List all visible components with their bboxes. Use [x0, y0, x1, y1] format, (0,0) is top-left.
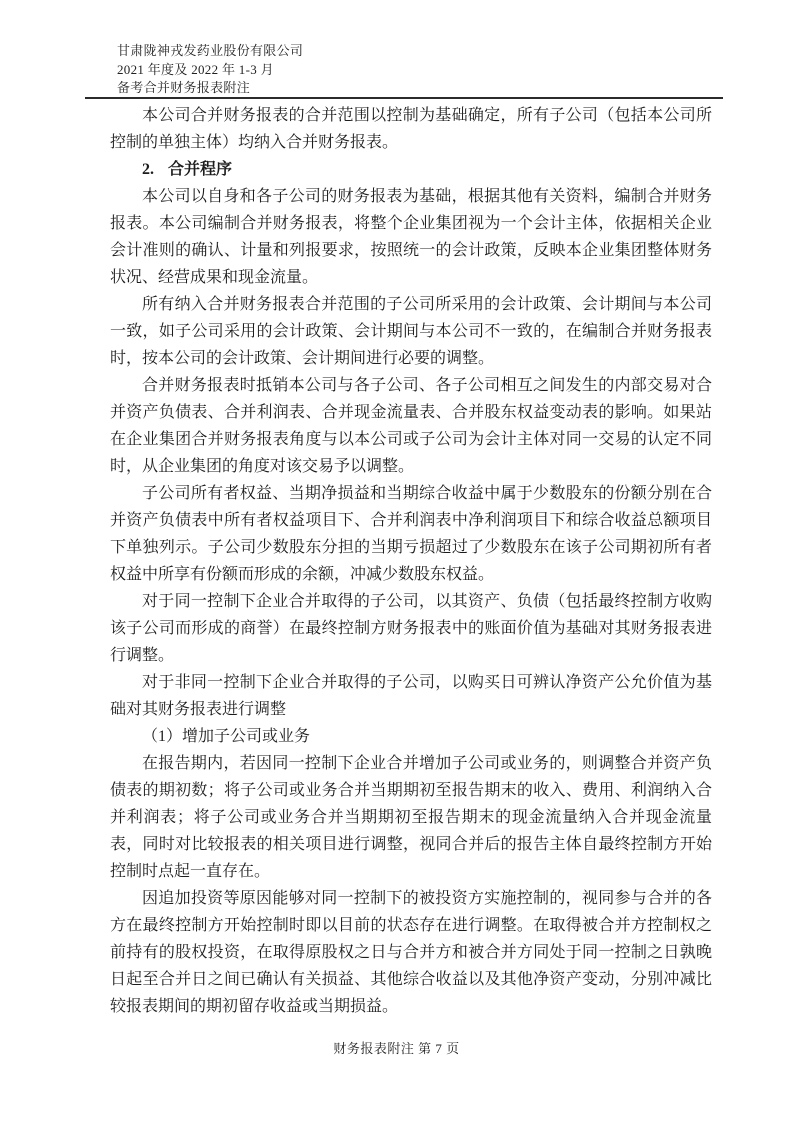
document-title: 备考合并财务报表附注: [117, 80, 251, 95]
section-number: 2.: [142, 161, 154, 178]
section-heading: [110, 156, 712, 183]
paragraph: 所有纳入合并财务报表合并范围的子公司所采用的会计政策、会计期间与本公司一致，如子公司采用的会计政策、会计期间与本公司不一致的，在编制合并财务报表时，按本公司的会计政策、会计期间进行必要的调整。: [110, 296, 712, 367]
paragraph: 因追加投资等原因能够对同一控制下的被投资方实施控制的，视同参与合并的各方在最终控制方开始控制时即以目前的状态存在进行调整。在取得被合并方控制权之前持有的股权投资，在取得原股权之日与合并方和被合并方同处于同一控制之日孰晚日起至合并日之间已确认有关损益、其他综合收益以及其他净资产变动，分别冲减比较报表期间的期初留存收益或当期损益。: [110, 890, 712, 1015]
paragraph: 对于同一控制下企业合并取得的子公司，以其资产、负债（包括最终控制方收购该子公司而形成的商誉）在最终控制方财务报表中的账面价值为基础对其财务报表进行调整。: [110, 593, 712, 664]
paragraph: 对于非同一控制下企业合并取得的子公司，以购买日可辨认净资产公允价值为基础对其财务报表进行调整: [110, 674, 712, 718]
paragraph-intro: 本公司合并财务报表的合并范围以控制为基础确定，所有子公司（包括本公司所控制的单独主体）均纳入合并财务报表。: [110, 107, 712, 151]
header-divider: [85, 97, 723, 99]
company-name: 甘肃陇神戎发药业股份有限公司: [117, 43, 304, 58]
section-title: 合并程序: [168, 161, 233, 178]
page-footer: 财务报表附注 第 7 页: [333, 1041, 460, 1056]
document-header: [117, 42, 303, 98]
paragraph: 合并财务报表时抵销本公司与各子公司、各子公司相互之间发生的内部交易对合并资产负债表、合并利润表、合并现金流量表、合并股东权益变动表的影响。如果站在企业集团合并财务报表角度与以本公司或子公司为会计主体对同一交易的认定不同时，从企业集团的角度对该交易予以调整。: [110, 377, 712, 475]
paragraph: 本公司以自身和各子公司的财务报表为基础，根据其他有关资料，编制合并财务报表。本公司编制合并财务报表，将整个企业集团视为一个会计主体，依据相关企业会计准则的确认、计量和列报要求，按照统一的会计政策，反映本企业集团整体财务状况、经营成果和现金流量。: [110, 188, 712, 286]
paragraph: 在报告期内，若因同一控制下企业合并增加子公司或业务的，则调整合并资产负债表的期初数；将子公司或业务合并当期期初至报告期末的收入、费用、利润纳入合并利润表；将子公司或业务合并当期期初至报告期末的现金流量纳入合并现金流量表，同时对比较报表的相关项目进行调整，视同合并后的报告主体自最终控制方开始控制时点起一直存在。: [110, 755, 712, 880]
paragraph: 子公司所有者权益、当期净损益和当期综合收益中属于少数股东的份额分别在合并资产负债表中所有者权益项目下、合并利润表中净利润项目下和综合收益总额项目下单独列示。子公司少数股东分担的当期亏损超过了少数股东在该子公司期初所有者权益中所享有份额而形成的余额，冲减少数股东权益。: [110, 485, 712, 583]
report-period: 2021 年度及 2022 年 1-3 月: [117, 61, 274, 77]
document-body: [110, 102, 712, 1020]
paragraph-list-item: （1）增加子公司或业务: [142, 728, 311, 745]
